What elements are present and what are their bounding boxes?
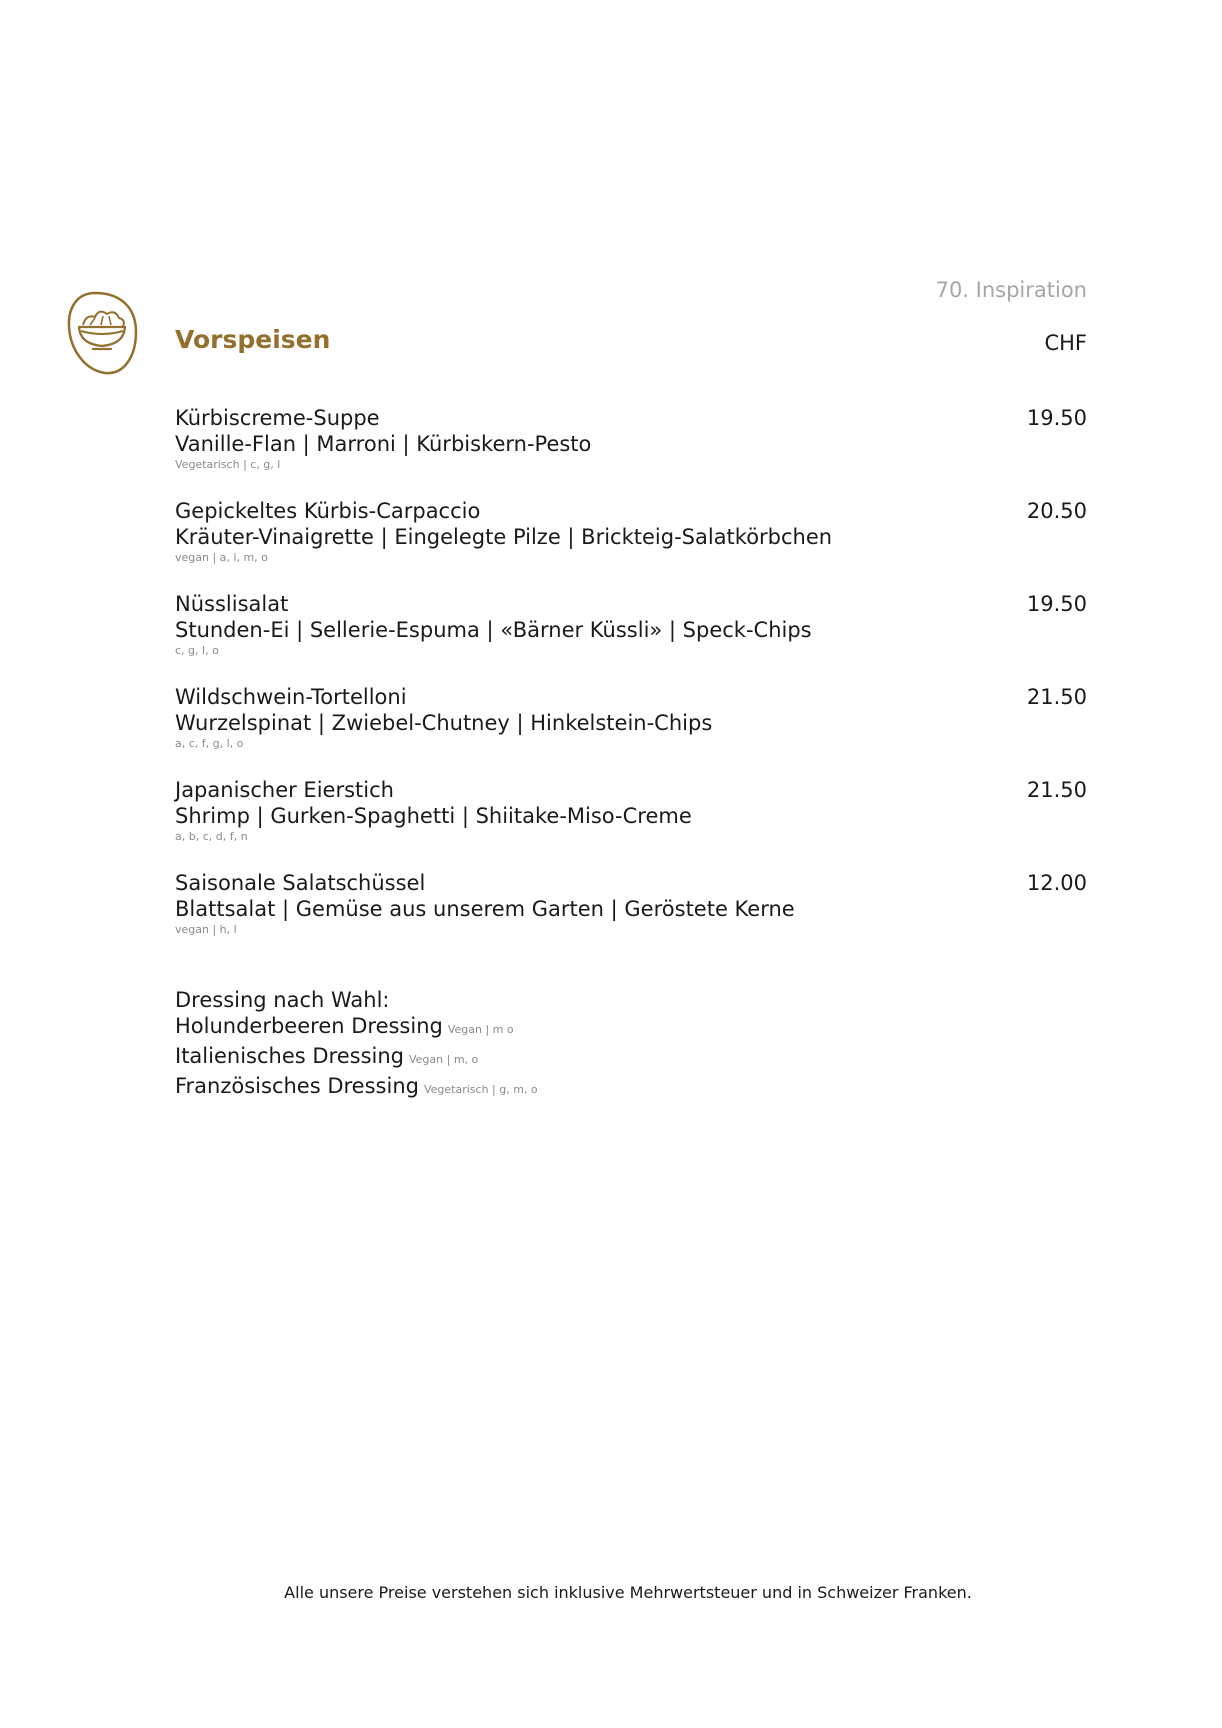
dish-name: Kürbiscreme-Suppe	[175, 406, 380, 430]
dish-description: Kräuter-Vinaigrette | Eingelegte Pilze | Brickteig-Salatkörbchen	[175, 525, 833, 549]
dressing-heading: Dressing nach Wahl:	[175, 988, 390, 1012]
dressing-name: Französisches Dressing	[175, 1074, 419, 1098]
dish-allergens: a, c, f, g, l, o	[175, 737, 244, 750]
dressing-item	[175, 1043, 538, 1073]
dish-allergens: vegan | a, l, m, o	[175, 551, 268, 564]
dish-description: Shrimp | Gurken-Spaghetti | Shiitake-Miso-Creme	[175, 804, 692, 828]
dish-allergens: a, b, c, d, f, n	[175, 830, 248, 843]
dish-list	[175, 405, 1087, 963]
dish-item	[175, 498, 1087, 591]
dish-price: 19.50	[1026, 592, 1087, 616]
dish-item	[175, 591, 1087, 684]
dish-price: 20.50	[1026, 499, 1087, 523]
dressing-tag: Vegan | m, o	[408, 1053, 479, 1066]
dressing-name: Holunderbeeren Dressing	[175, 1014, 443, 1038]
dish-item	[175, 684, 1087, 777]
edition-label: 70. Inspiration	[935, 278, 1087, 302]
dish-name: Nüsslisalat	[175, 592, 289, 616]
dressing-tag: Vegan | m o	[447, 1023, 514, 1036]
dish-name: Japanischer Eierstich	[175, 778, 394, 802]
currency-label: CHF	[1044, 331, 1087, 355]
dish-price: 12.00	[1026, 871, 1087, 895]
dish-item	[175, 870, 1087, 963]
dish-description: Vanille-Flan | Marroni | Kürbiskern-Pesto	[175, 432, 592, 456]
dressing-item	[175, 1013, 538, 1043]
dish-price: 19.50	[1026, 406, 1087, 430]
dish-allergens: Vegetarisch | c, g, l	[175, 458, 281, 471]
dressing-section	[175, 987, 538, 1103]
salad-bowl-icon	[65, 290, 139, 376]
dish-price: 21.50	[1026, 778, 1087, 802]
dish-name: Saisonale Salatschüssel	[175, 871, 426, 895]
dish-name: Wildschwein-Tortelloni	[175, 685, 407, 709]
section-title: Vorspeisen	[175, 325, 331, 354]
price-note: Alle unsere Preise verstehen sich inklusive Mehrwertsteuer und in Schweizer Franken.	[284, 1583, 972, 1602]
dish-allergens: c, g, l, o	[175, 644, 219, 657]
dish-item	[175, 405, 1087, 498]
dressing-name: Italienisches Dressing	[175, 1044, 404, 1068]
dish-allergens: vegan | h, l	[175, 923, 237, 936]
dish-description: Wurzelspinat | Zwiebel-Chutney | Hinkelstein-Chips	[175, 711, 713, 735]
dish-description: Blattsalat | Gemüse aus unserem Garten | Geröstete Kerne	[175, 897, 795, 921]
dressing-tag: Vegetarisch | g, m, o	[423, 1083, 538, 1096]
dish-name: Gepickeltes Kürbis-Carpaccio	[175, 499, 481, 523]
dish-price: 21.50	[1026, 685, 1087, 709]
dressing-item	[175, 1073, 538, 1103]
dish-item	[175, 777, 1087, 870]
dish-description: Stunden-Ei | Sellerie-Espuma | «Bärner Küssli» | Speck-Chips	[175, 618, 812, 642]
